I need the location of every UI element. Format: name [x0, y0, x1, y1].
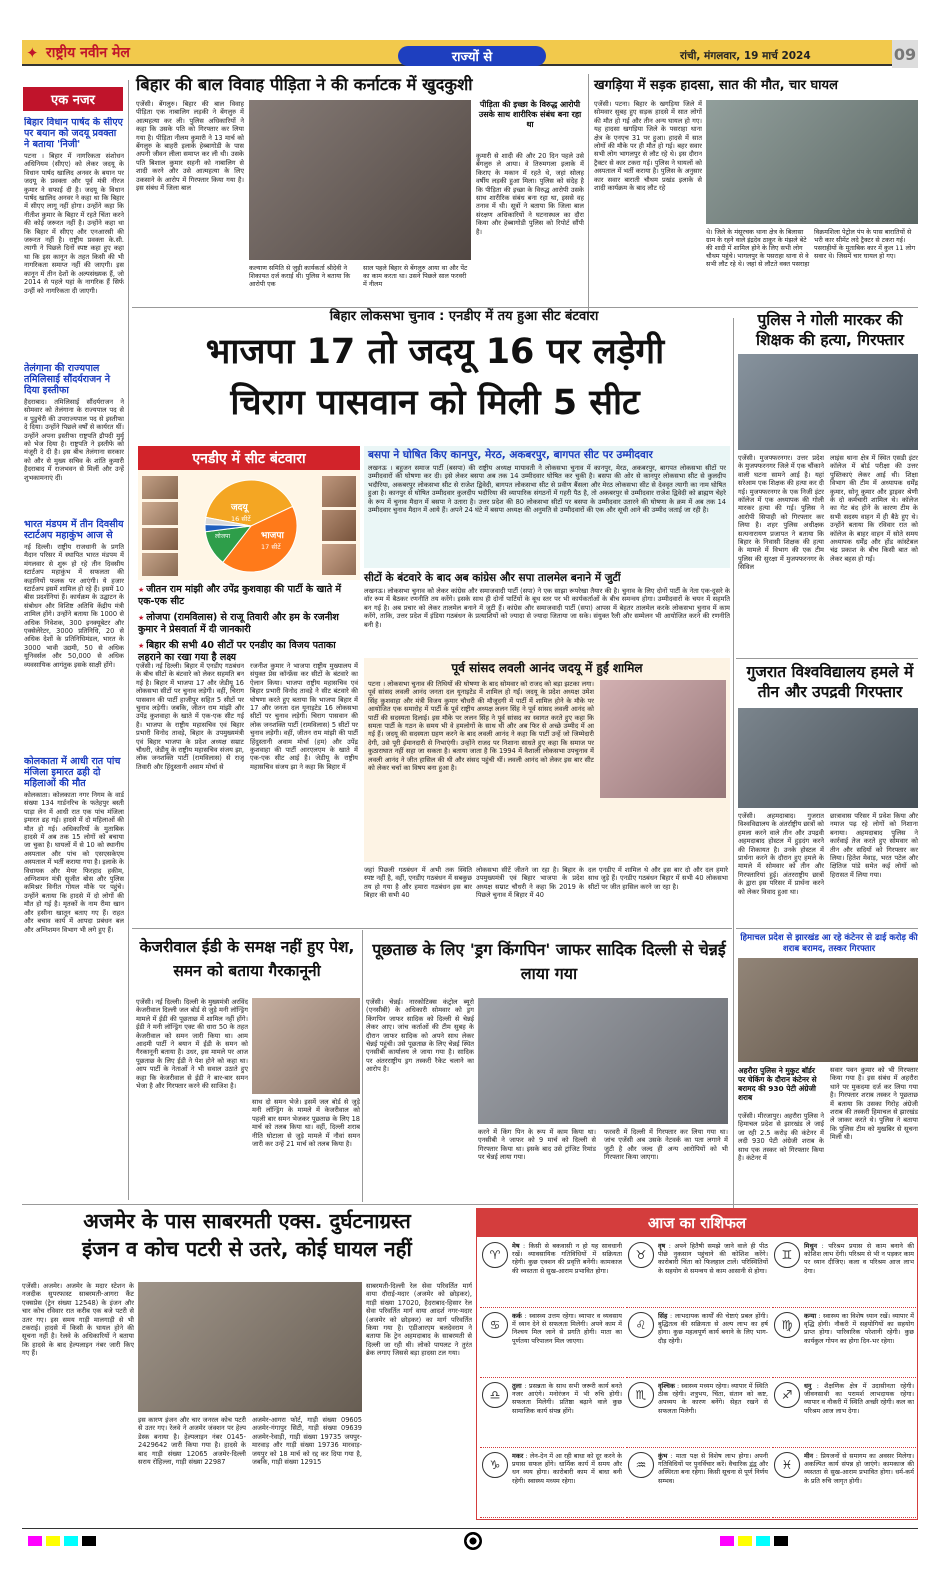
seat-graphic-title: एनडीए में सीट बंटवारा	[192, 450, 306, 467]
rashi-card: ♍ कन्या : स्वास्थ्य का विशेष ध्यान रखें। व्यापार में वृद्धि होगी। नौकरी में सहयोगियों का सहयोग प्राप्त होगा। पारिवारिक परेशानी रहेगी। कुछ कार्यकुल गोपन का होगा दिन-भर रहेगा।	[772, 1310, 916, 1378]
bsp-headline: बसपा ने घोषित किए कानपुर, मेरठ, अकबरपुर, बागपत सीट पर उम्मीदवार	[368, 449, 653, 461]
himachal-body-2: सवार पवन कुमार को भी गिरफ्तार किया गया है। इस संबंध में अहरौरा थाने पर मुकदमा दर्ज कर लिया गया है। गिरफ्तार शराब तस्कर ने पूछताछ में बताया कि उसका गिरोह अंग्रेजी शराब की तस्करी हिमाचल से झारखंड ले जाकर करते थे। पुलिस ने बताया कि पुलिस टीम को मुखबिर से सूचना मिली थी।	[830, 1066, 918, 1142]
sp-body: लखनऊ। लोकसभा चुनाव को लेकर कांग्रेस और समाजवादी पार्टी (सपा) ने एक साझा रूपरेखा तैयार की है। चुनाव के लिए दोनों पार्टी के नेता एक-दूसरे के वॉर रूम में बैठकर रणनीति तय करेंगे। इसके साथ ही दोनों पार्टियों के बूथ स्तर पर भी कार्यकर्ताओं के बीच समन्वय होगा। उम्मीदवारों के चयन में सहमति बन गई है। अब प्रचार को लेकर तालमेल बनाने में जुटी हैं। कांग्रेस और समाजवादी पार्टी (सपा) आपस में बेहतर तालमेल करके लोकसभा चुनाव में काम करेंगे, ताकि, उत्तर प्रदेश में इंडिया गठबंधन के प्रत्याशियों को ज्यादा से ज्यादा जिताया जा सके। संयुक्त रैली और सम्मेलन भी आयोजित करने की रणनीति बनी है।	[364, 587, 730, 629]
leader-photo-strip-right	[322, 476, 356, 576]
rashi-name: सिंह	[658, 1312, 668, 1320]
seats-body-4: लोकसभा सीटें जीतने जा रहा है। बिहार के उपमुख्यमंत्री एवं बिहार भाजपा के प्रदेश अध्यक्ष सम्राट चौधरी ने कहा कि 2019 के पिछले चुनाव में बिहार में 40	[476, 866, 584, 900]
teacher-headline: पुलिस ने गोली मारकर की शिक्षक की हत्या, गिरफ्तार	[756, 311, 904, 349]
sidebar-title	[23, 87, 123, 111]
rashi-text: परिश्रम प्रयास से काम बनाने की कोशिश लाभ देंगी। परिश्रम से भी न पड़कर काम पर ध्यान दीजिए। कला व परिश्रम आज लाभ देगा।	[804, 1242, 914, 1275]
rashi-text: शैक्षणिक क्षेत्र में उदासीनता रहेगी। जीवनसाथी का परामर्श लाभदायक रहेगा। व्यापार व नौकरी में स्थिति अच्छी रहेगी। कल का परिश्रम आज लाभ देगा।	[804, 1382, 914, 1415]
zodiac-icon: ♊	[774, 1242, 800, 1268]
middle-row-divider	[132, 928, 732, 929]
lovely-body: पटना । लोकसभा चुनाव की तिथियों की घोषणा के बाद सोमवार को राजद को बड़ा झटका लगा। पूर्व सांसद लवली आनंद जनता दल यूनाइटेड में शामिल हो गईं। जदयू के प्रदेश अध्यक्ष उमेश सिंह कुशवाहा और मंत्री विजय कुमार चौधरी की मौजूदगी में पार्टी में शामिल होने के मौके पर आयोजित एक समारोह में पार्टी के पूर्व राष्ट्रीय अध्यक्ष ललन सिंह ने पूर्व सांसद लवली आनंद को पार्टी की सदस्यता दिलाई। इस मौके पर ललन सिंह ने पूर्व सांसद का स्वागत करते हुए कहा कि समता पार्टी के गठन के समय भी वे हमलोगों के साथ थीं और अब फिर से अच्छे उम्मीद में आ गई हैं। जदयू की सदस्यता ग्रहण करने के बाद लवली आनंद ने कहा कि पार्टी उन्हें जो जिम्मेदारी देगी, उसे पूरी ईमानदारी से निभाएंगी। उन्होंने राजद पर निशाना साधते हुए कहा कि समाज पर कुठाराघात नहीं सहा जा सकता है। बताया जाता है कि 1994 में वैशाली लोकसभा उपचुनाव में लवली आनंद ने जीत हासिल की थी और संसद पहुंची थीं। लवली आनंद को लेकर इस बार सीट को लेकर चर्चा का विषय बना हुआ है।	[368, 680, 594, 773]
sidebar-headline-2: तेलंगाना की राज्यपाल तमिलिसाई सौंदर्यराजन ने दिया इस्तीफा	[24, 363, 110, 396]
seats-kicker: बिहार लोकसभा चुनाव : एनडीए में तय हुआ सीट बंटवारा	[329, 309, 599, 324]
rashifal-grid	[480, 1240, 916, 1518]
right-column-divider	[588, 74, 589, 318]
color-swatch	[82, 1536, 96, 1546]
ajmer-photo	[138, 1282, 362, 1412]
khagaria-headline: खगड़िया में सड़क हादसा, सात की मौत, चार घायल	[594, 78, 838, 93]
footer-rule	[22, 1528, 918, 1529]
rashi-card: ♓ मीन : प्रियजनों से समागम का अवसर मिलेगा। अकल्पित कार्य संपन्न हो जाएंगे। कामकाज की व्यस्तता से सुख-आराम प्रभावित होगा। धर्म-कर्म के प्रति रुचि जागृत होगी।	[772, 1450, 916, 1518]
zodiac-icon: ♌	[628, 1312, 654, 1338]
zodiac-icon: ♈	[482, 1242, 508, 1268]
leader-photo	[142, 476, 178, 499]
rashi-text: लेन-देन में आ रही बाधा को दूर करने के प्रयास सफल होंगे। धार्मिक कार्य में समय और धन व्यय होगा। कारोबारी काम में बाधा बनी रहेगी। स्वास्थ्य मध्यम रहेगा।	[512, 1452, 622, 1485]
zodiac-icon: ♎	[482, 1382, 508, 1408]
rashi-card: ♉ वृष : अपने हितैषी समझे जाने वाले ही पीठ पीछे नुकसान पहुंचाने की कोशिश करेंगे। कारोबारी चिंता को फिलहाल टालें। परिस्थितियों के सहयोग से समन्वय से काम आसानी से होगा।	[626, 1240, 770, 1308]
rashi-name: धनु	[804, 1382, 812, 1390]
section-pill	[398, 46, 546, 66]
khagaria-caption-right: विक्रमशिला पेट्रोल पंप के पास बारातियों से भरी कार सीमेंट लदे ट्रैक्टर से टकरा गई। पसराहीयों के मुताबिक कार में कुल 11 लोग सवार थे। जिसमें चार घायल हो गए।	[814, 228, 916, 260]
seats-body-5: दल एनडीए में शामिल थे और इस बार दो और दल हमारे साथ जुड़े हैं। एनडीए गठबंधन बिहार में सभी 40 लोकसभा सीटों पर जीत हासिल करने जा रहा है।	[588, 866, 728, 891]
rashi-card: ♒ कुंभ : माता पक्ष से विशेष लाभ होगा। अपनी गतिविधियों पर पुनर्विचार करें। वैचारिक द्वंद्व और अस्थिरता बना रहेगा। किसी सूचना से पूर्ण निर्णय सम्भव।	[626, 1450, 770, 1518]
rashi-name: वृश्चिक	[658, 1382, 675, 1390]
drug-headline: पूछताछ के लिए 'ड्रग किंगपिन' जाफर सादिक दिल्ली से चेन्नई लाया गया	[372, 940, 726, 983]
rashi-text: प्रियजनों से समागम का अवसर मिलेगा। अकल्पित कार्य संपन्न हो जाएंगे। कामकाज की व्यस्तता से सुख-आराम प्रभावित होगा। धर्म-कर्म के प्रति रुचि जागृत होगी।	[804, 1452, 914, 1485]
paper-name: राष्ट्रीय नवीन मेल	[46, 45, 130, 61]
pie-label-jdu: जदयू	[231, 503, 248, 513]
color-swatch	[64, 1536, 78, 1546]
seats-bullet-1	[138, 584, 360, 608]
sp-headline: सीटों के बंटवारे के बाद अब कांग्रेस और सपा तालमेल बनाने में जुटीं	[364, 572, 621, 584]
sidebar-body-4: कोलकाता। कोलकाता नगर निगम के वार्ड संख्या 134 गार्डनरिच के फतेहपुर बस्ती पाड़ा लेन में आधी रात एक पांच मंजिला इमारत ढह गई। हादसे में दो महिलाओं की मौत हो गई। अधिकारियों के मुताबिक हादसे में अब तक 15 लोगों को बचाया जा चुका है। घायलों में से 10 को स्थानीय अस्पताल और पांच को एसएसकेएम अस्पताल में भर्ती कराया गया है। इलाके के विधायक और मेयर फिरहाद हकीम, अग्निशमन मंत्री सुजीत बोस और पुलिस कमिश्नर विनीत गोयल मौके पर पहुंचे। उन्होंने बताया कि हादसे में दो लोगों की मौत हो गई है। मृतकों के नाम रीमा खान और हसीना खातून बताए गए हैं। राहत और बचाव कार्य में आपदा प्रबंधन बल और अग्निशमन विभाग भी लगे हुए हैं।	[24, 791, 124, 934]
gujarat-body-1: एजेंसी। अहमदाबाद। गुजरात विश्वविद्यालय के अंतर्राष्ट्रीय छात्रों को हमला करने वाले तीन और उपद्रवी अहमदाबाद होस्टल में हुड़दंग करने की शिकायत है। उनके होस्टल में प्रार्थना करने के दौरान हुए हमले के मामले में सोमवार को तीन और गिरफ्तारियां हुई। अंतरराष्ट्रीय छात्रों के द्वारा इस परिसर में प्रार्थना करने को लेकर विवाद हुआ था।	[738, 812, 824, 896]
kejriwal-body-2: साथ दो समन भेजे। इसमें जल बोर्ड से जुड़े मनी लॉन्ड्रिंग के मामले में केजरीवाल को पहली बार समन भेजकर पूछताछ के लिए 18 मार्च को तलब किया था। वहीं, दिल्ली शराब नीति घोटाला से जुड़े मामले में नौवां समन जारी कर उन्हें 21 मार्च को तलब किया है।	[252, 1098, 360, 1149]
sidebar-body-3: नई दिल्ली। राष्ट्रीय राजधानी के प्रगति मैदान परिसर में स्थापित भारत मंडपम में मंगलवार से शुरू हो रहे तीन दिवसीय स्टार्टअप महाकुंभ में सफलता की कहानियों फलक पर आएंगी। ये हजार स्टार्टअप इसमें शामिल हो रहे हैं। इसमें 10 बीस प्रदर्शनियां हैं। कार्यक्रम के उद्घाटन के संबोधन और विशिष्ट अतिथि केंद्रीय मंत्री शामिल होंगे। उन्होंने बताया कि 1000 से अधिक निवेशक, 300 इनक्यूबेटर और एक्सेलेरेटर, 3000 प्रतिनिधि, 20 से अधिक देशों के प्रतिनिधिमंडल, भारत के 3000 भावी उद्यमी, 50 से अधिक यूनिवर्सल और 50,000 से अधिक व्यवसायिक आगंतुक इसके साक्षी होंगे।	[24, 543, 124, 669]
kejriwal-body-1: एजेंसी। नई दिल्ली। दिल्ली के मुख्यमंत्री अरविंद केजरीवाल दिल्ली जल बोर्ड से जुड़े मनी लॉन्ड्रिंग मामले में ईडी की पूछताछ में शामिल नहीं होंगे। ईडी ने मनी लॉन्ड्रिंग एक्ट की धारा 50 के तहत केजरीवाल को समन जारी किया था। आम आदमी पार्टी ने बयान में ईडी के समन को गैरकानूनी बताया है। उधर, इस मामले पर आज पूछताछ के लिए ईडी ने पेश होने को कहा था। आप पार्टी के नेताओं ने भी सवाल उठाते हुए कहा कि केजरीवाल से ईडी ने बार-बार समन भेजा है और गिरफ्तार करने की साजिश है।	[136, 998, 248, 1091]
rashi-name: कर्क	[512, 1312, 522, 1320]
rashifal-header	[477, 1209, 917, 1237]
color-swatch	[720, 1536, 734, 1546]
zodiac-icon: ♏	[628, 1382, 654, 1408]
color-swatch	[774, 1536, 788, 1546]
registration-mark	[464, 1532, 482, 1550]
rashi-text: स्वास्थ्य का विशेष ध्यान रखें। व्यापार में वृद्धि होगी। नौकरी में सहयोगियों का सहयोग प्राप्त होगा। पारिवारिक परेशानी रहेगी। कुछ कार्यकुल गोपन का होगा दिन-भर रहेगा।	[804, 1312, 914, 1345]
himachal-divider	[736, 928, 918, 929]
gujarat-headline: गुजरात विश्वविद्यालय हमले में तीन और उपद्रवी गिरफ्तार	[746, 663, 914, 701]
rashi-text: प्रसन्नता के साथ सभी जरूरी कार्य बनते नजर आएंगे। मनोरंजन में भी रुचि होगी। सफलता मिलेगी। प्रतिष्ठा बढ़ाने वाले कुछ सामाजिक कार्य संपन्न होंगे।	[512, 1382, 622, 1415]
page-number	[892, 40, 918, 68]
footer-color-bar-right	[720, 1536, 788, 1546]
seats-headline-1: भाजपा 17 तो जदयू 16 पर लड़ेगी	[205, 332, 665, 372]
rashi-name: तुला	[512, 1382, 522, 1390]
rashi-name: कुंभ	[658, 1452, 668, 1460]
rashi-card: ♐ धनु : शैक्षणिक क्षेत्र में उदासीनता रहेगी। जीवनसाथी का परामर्श लाभदायक रहेगा। व्यापार व नौकरी में स्थिति अच्छी रहेगी। कल का परिश्रम आज लाभ देगा।	[772, 1380, 916, 1448]
leader-photo	[142, 553, 178, 576]
rashi-card: ♈ मेष : किसी से बकवासी न हो यह सावधानी रखें। व्यावसायिक गतिविधियों में सक्रियता रहेगी। कुछ एक्शन की प्रवृत्ति बनेंगी। कामकाज की व्यस्तता से सुख-आराम प्रभावित होगा।	[480, 1240, 624, 1308]
dateline: रांची, मंगलवार, 19 मार्च 2024	[680, 50, 811, 62]
rashi-text: अपने हितैषी समझे जाने वाले ही पीठ पीछे नुकसान पहुंचाने की कोशिश करेंगे। कारोबारी चिंता को फिलहाल टालें। परिस्थितियों के सहयोग से समन्वय से काम आसानी से होगा।	[658, 1242, 768, 1275]
teacher-body-2: लाइंस थाना क्षेत्र में स्थित एसडी इंटर कॉलेज में बोर्ड परीक्षा की उत्तर पुस्तिकाएं लेकर आई थी। शिक्षा विभाग की टीम में अध्यापक धर्मेंद्र कुमार, सोनू कुमार और ड्राइवर श्रेणी के दो कर्मचारी शामिल थे। कॉलेज का गेट बंद होने के कारण टीम के सभी सदस्य वाहन में ही बैठे हुए थे। उन्होंने बताया कि रविवार रात को कॉलेज के बाहर वाहन में सोते समय अध्यापक धर्मेंद्र और होंड कांस्टेबल चंद्र प्रकाश के बीच किसी बात को लेकर बहस हो गई।	[830, 454, 918, 563]
kejriwal-headline: केजरीवाल ईडी के समक्ष नहीं हुए पेश, समन को बताया गैरकानूनी	[139, 938, 355, 980]
leader-photo	[322, 510, 356, 541]
leader-photo	[142, 502, 178, 525]
sidebar-body-1: पटना । बिहार में नागरिकता संशोधन अधिनियम (सीएए) को लेकर जदयू के विधान पार्षद खालिद अनवर के बयान पर जदयू के प्रवक्ता और पूर्व मंत्री नीरज कुमार ने सफाई दी है। जदयू के विधान पार्षद खालिद अनवर ने कहा था कि बिहार में सीएए लागू नहीं होगा। उन्होंने कहा कि नीतीश कुमार के बिहार में रहते चिंता करने की कोई जरूरत नहीं है। उन्होंने कहा था कि बिहार में सीएए और एनआरसी की जरूरत नहीं है। राष्ट्रीय प्रवक्ता के.सी. त्यागी ने पिछले दिनों स्पष्ट कहा हुए कहा था कि इस कानून के तहत किसी की भी नागरिकता समाप्त नहीं की जाएगी। इस कानून में तीन देशों के अल्पसंख्यक हैं, जो 2014 से पहले यहां के नागरिक हैं सिर्फ उन्हीं को नागरिकता दी जाएगी।	[24, 152, 124, 295]
bottom-row-divider	[22, 1204, 918, 1205]
lovely-headline: पूर्व सांसद लवली आनंद जदयू में हुईं शामिल	[451, 661, 643, 675]
color-swatch	[28, 1536, 42, 1546]
ajmer-headline-2: इंजन व कोच पटरी से उतरे, कोई घायल नहीं	[82, 1237, 412, 1261]
leader-photo	[322, 544, 356, 575]
rashi-name: मकर	[512, 1452, 524, 1460]
seats-body-2: रजनीश कुमार ने भाजपा राष्ट्रीय मुख्यालय में संयुक्त प्रेस कॉन्फ्रेंस कर सीटों के बंटवारे का ऐलान किया। भाजपा राष्ट्रीय महासचिव एवं बिहार प्रभारी विनोद तावड़े ने सीट बंटवारे की घोषणा करते हुए बताया कि भाजपा बिहार में 17 और जनता दल यूनाइटेड 16 लोकसभा सीटों पर चुनाव लड़ेगी। चिराग पासवान की लोक जनशक्ति पार्टी (रामविलास) 5 सीटों पर चुनाव लड़ेगी। वहीं, जीतन राम मांझी की पार्टी हिंदुस्तानी अवाम मोर्चा (हम) और उपेंद्र कुशवाहा की पार्टी आरएलएम के खाते में एक-एक सीट आई है। जेडीयू के राष्ट्रीय महासचिव संजय झा ने कहा कि बिहार में	[250, 662, 358, 771]
gujarat-divider	[736, 658, 918, 659]
seats-bullet-3-text: बिहार की सभी 40 सीटों पर एनडीए का विजय पताका लहराने का रखा गया है लक्ष्य	[138, 640, 336, 663]
zodiac-icon: ♍	[774, 1312, 800, 1338]
seats-body-3: जहां पिछली गठबंधन में अभी तक स्थिति स्पष्ट नहीं है, वहीं, एनडीए गठबंधन में सबकुछ तय हो गया है और हमारा गठबंधन इस बार बिहार की सभी 40	[364, 866, 472, 900]
seat-share-pie	[185, 474, 317, 578]
zodiac-icon: ♓	[774, 1452, 800, 1478]
leader-photo	[322, 476, 356, 507]
rashi-name: कन्या	[804, 1312, 817, 1320]
rashi-text: किसी से बकवासी न हो यह सावधानी रखें। व्यावसायिक गतिविधियों में सक्रियता रहेगी। कुछ एक्शन की प्रवृत्ति बनेंगी। कामकाज की व्यस्तता से सुख-आराम प्रभावित होगा।	[512, 1242, 622, 1275]
drug-body-2: करने में किंग पिन के रूप में काम किया था। एनसीबी ने जाफर को 9 मार्च को दिल्ली से गिरफ्तार किया था। इसके बाद उसे ट्रांजिट रिमांड पर चेन्नई लाया गया।	[478, 1128, 596, 1162]
top-row-divider	[132, 307, 918, 308]
rashi-text: माता पक्ष से विशेष लाभ होगा। अपनी गतिविधियों पर पुनर्विचार करें। वैचारिक द्वंद्व और अस्थिरता बना रहेगा। किसी सूचना से पूर्ण निर्णय सम्भव।	[658, 1452, 768, 1485]
sidebar-headline-4: कोलकाता में आधी रात पांच मंजिला इमारत ढही दो महिलाओं की मौत	[24, 756, 121, 789]
drug-photo	[478, 998, 728, 1124]
ajmer-body-2: अजमेर-आगरा फोर्ट, गाड़ी संख्या 09605 अजमेर-गंगापुर सिटी, गाड़ी संख्या 09639 अजमेर-रेवाड़ी, गाड़ी संख्या 19735 जयपुर-मारवाड़ और गाड़ी संख्या 19736 मारवाड़-जयपुर को 18 मार्च को रद्द कर दिया गया है, जबकि, गाड़ी संख्या 12915	[252, 1416, 362, 1467]
pie-value-jdu: 16 सीटें	[231, 515, 251, 523]
color-swatch	[756, 1536, 770, 1546]
rashi-text: लाभदायक कार्यों की चेष्टाएं प्रबल होंगी। बुद्धितत्व की सक्रियता से अल्प लाभ का हर्ष होगा। कुछ महत्वपूर्ण कार्य बनाने के लिए भाग-दौड़ रहेगी।	[658, 1312, 768, 1345]
seats-headline-2: चिराग पासवान को मिली 5 सीट	[230, 383, 640, 423]
color-swatch	[46, 1536, 60, 1546]
rashi-text: स्वास्थ्य उत्तम रहेगा। व्यापार व व्यवसाय में ध्यान देने से सफलता मिलेगी। अपने काम में निश्चय मिल जाने से प्रगति होगी। माता का पूर्णतया परिपालन मिल जाएगा।	[512, 1312, 622, 1345]
suicide-pullquote: पीड़िता की इच्छा के विरुद्ध आरोपी उसके साथ शारीरिक संबंध बना रहा था	[478, 100, 582, 129]
sidebar-headline-3: भारत मंडपम में तीन दिवसीय स्टार्टअप महाकुंभ आज से	[24, 519, 124, 541]
bsp-body: लखनऊ । बहुजन समाज पार्टी (बसपा) की राष्ट्रीय अध्यक्ष मायावती ने लोकसभा चुनाव में कानपुर, मेरठ, अकबरपुर, बागपत लोकसभा सीटों पर उम्मीदवारों की घोषणा कर दी। इसे लेकर बसपा अब तक 14 उम्मीदवार घोषित कर चुकी है। बसपा की ओर से कानपुर लोकसभा सीट से कुलदीप भदौरिया, अकबरपुर लोकसभा सीट से राजेश द्विवेदी, बागपत लोकसभा सीट से प्रवीण बैंसला और मेरठ लोकसभा सीट से देववृत त्यागी का नाम घोषित हुआ है। कानपुर से घोषित उम्मीदवार कुलदीप भदौरिया की व्यापारिक संगठनों में गहरी पैठ है, तो अकबरपुर से उम्मीदवार राजेश द्विवेदी को ब्राह्मण चेहरे के रूप में चुनाव मैदान में बसपा ने उतारा है। उत्तर प्रदेश की 80 लोकसभा सीटों पर बसपा के उम्मीदवार उतारने की घोषणा के क्रम में अब तक 14 उम्मीदवार चुनाव मैदान में आये हैं। अपने 24 घंटे में बसपा अध्यक्ष की अनुमति से उम्मीदवारों की एक और सूची आने की उम्मीद जताई जा रही है।	[368, 464, 726, 515]
teacher-body-1: एजेंसी। मुजफ्फरनगर। उत्तर प्रदेश के मुजफ्फरनगर जिले में एक चौंकाने वाली घटना सामने आई है। यहां सरेआम एक शिक्षक की हत्या कर दी गई। मुजफ्फरनगर के एक निजी इंटर कॉलेज में एक अध्यापक की गोली मारकर हत्या की गई। पुलिस ने आरोपी सिपाही को गिरफ्तार कर लिया है। शहर पुलिस अधीक्षक सत्यनारायण प्रजापत ने बताया कि बिहार के निवासी शिक्षक की हत्या के मामले में विभाग की एक टीम पुलिस की सुरक्षा में मुजफ्फरनगर के सिविल	[738, 454, 824, 572]
seats-bullet-1-text: जीतन राम मांझी और उपेंद्र कुशवाहा की पार्टी के खाते में एक-एक सीट	[138, 584, 342, 607]
himachal-caption-headline: अहरौरा पुलिस ने मुकुट बॉर्डर पर चेकिंग के दौरान कंटेनर से बरामद की 930 पेटी अंग्रेजी शराब	[738, 1066, 817, 1102]
rashi-card: ♎ तुला : प्रसन्नता के साथ सभी जरूरी कार्य बनते नजर आएंगे। मनोरंजन में भी रुचि होगी। सफलता मिलेगी। प्रतिष्ठा बढ़ाने वाले कुछ सामाजिक कार्य संपन्न होंगे।	[480, 1380, 624, 1448]
leader-photo-strip-left	[142, 476, 178, 576]
sidebar-column	[24, 117, 124, 1197]
kejriwal-drug-divider	[362, 930, 363, 1202]
pie-value-bjp: 17 सीटें	[261, 543, 281, 551]
zodiac-icon: ♉	[628, 1242, 654, 1268]
zodiac-icon: ♒	[628, 1452, 654, 1478]
kejriwal-photo	[252, 998, 360, 1094]
ajmer-headline-1: अजमेर के पास साबरमती एक्स. दुर्घटनाग्रस्त	[83, 1209, 411, 1233]
sidebar-headline-1: बिहार विधान पार्षद के सीएए पर बयान को जदयू प्रवक्ता ने बताया 'निजी'	[24, 117, 123, 150]
sidebar-title-text: एक नजर	[51, 93, 95, 108]
seats-bullet-2	[138, 612, 360, 636]
seat-graphic-header	[138, 446, 360, 470]
rashi-card: ♑ मकर : लेन-देन में आ रही बाधा को दूर करने के प्रयास सफल होंगे। धार्मिक कार्य में समय और धन व्यय होगा। कारोबारी काम में बाधा बनी रहेगी। स्वास्थ्य मध्यम रहेगा।	[480, 1450, 624, 1518]
masthead-bird-icon: ✦	[26, 44, 39, 62]
section-name: राज्यों से	[451, 50, 493, 65]
suicide-photo	[249, 100, 471, 260]
rashi-name: मीन	[804, 1452, 814, 1460]
drug-body-3: फरवरी में दिल्ली में गिरफ्तार कर लिया गया था। जांच एजेंसी अब उसके नेटवर्क का पता लगाने में जुटी है और जल्द ही अन्य आरोपियों को भी गिरफ्तार किया जाएगा।	[604, 1128, 728, 1162]
footer-color-bar-left	[28, 1536, 96, 1546]
rashi-card: ♌ सिंह : लाभदायक कार्यों की चेष्टाएं प्रबल होंगी। बुद्धितत्व की सक्रियता से अल्प लाभ का हर्ष होगा। कुछ महत्वपूर्ण कार्य बनाने के लिए भाग-दौड़ रहेगी।	[626, 1310, 770, 1378]
zodiac-icon: ♋	[482, 1312, 508, 1338]
suicide-caption-1: कल्याण समिति से जुड़ी कार्यकर्ता श्रीदेवी ने शिकायत दर्ज कराई थी। पुलिस ने बताया कि आरोपी एक	[249, 264, 351, 288]
rashi-name: वृष	[658, 1242, 666, 1250]
seats-bullets	[138, 584, 360, 664]
suicide-body-1: एजेंसी। बेंगलुरु। बिहार की बाल विवाह पीड़िता एक नाबालिग लड़की ने बेंगलुरु में आत्महत्या कर ली। पुलिस अधिकारियों ने कहा कि उसके पति को गिरफ्तार कर लिया गया है। पीड़िता नीलम कुमारी ने 13 मार्च को बेंगलुरु के बाहरी इलाके हेब्बागोडी के पास अपनी जीवन लीला समाप्त कर ली थी। उसके पति बिशाल कुमार सहनी को नाबालिग से शादी करने और उसे आत्महत्या के लिए उकसाने के आरोप में गिरफ्तार किया गया है। इस संबंध में जिला बाल	[136, 100, 244, 193]
seats-bullet-2-text: लोजपा (रामविलास) से राजू तिवारी और हम के रजनीश कुमार ने प्रेसवार्ता में दी जानकारी	[138, 612, 339, 635]
seats-bullet-3	[138, 640, 360, 664]
rashi-text: स्वास्थ्य मध्यम रहेगा। व्यापार में स्थिति ठीक रहेगी। शत्रुभय, चिंता, संतान को कष्ट, अपव्यय के कारण बनेंगे। सेहत रखने से सफलता मिलेगी।	[658, 1382, 768, 1415]
himachal-headline: हिमाचल प्रदेश से झारखंड आ रहे कंटेनर से ढाई करोड़ की शराब बरामद, तस्कर गिरफ्तार	[740, 933, 918, 954]
rashi-card: ♋ कर्क : स्वास्थ्य उत्तम रहेगा। व्यापार व व्यवसाय में ध्यान देने से सफलता मिलेगी। अपने काम में निश्चय मिल जाने से प्रगति होगी। माता का पूर्णतया परिपालन मिल जाएगा।	[480, 1310, 624, 1378]
rashifal-title: आज का राशिफल	[647, 1214, 747, 1232]
himachal-body-1: एजेंसी। मीरजापुर। अहरौरा पुलिस ने हिमाचल प्रदेश से झारखंड ले जाई जा रही 2.5 करोड़ की कंटेनर में लदी 930 पेटी अंग्रेजी शराब के साथ एक तस्कर को गिरफ्तार किया है। कंटेनर में	[738, 1112, 824, 1163]
sidebar-divider	[128, 80, 129, 1200]
zodiac-icon: ♐	[774, 1382, 800, 1408]
gujarat-photo	[738, 708, 918, 808]
khagaria-caption-left: थे। जिले के मंसूरचक थाना क्षेत्र के बिलासा ग्राम के रहने वाले इंद्रदेव ठाकुर के मंझले बेटे की शादी में शामिल होने के लिए सभी लोग चौथम पहुंचे। भागलपुर के पसराहा थाना से वे सभी लौट रहे थे। जहां से लौटते वक्त पसराहा	[706, 228, 810, 268]
rashi-card: ♊ मिथुन : परिश्रम प्रयास से काम बनाने की कोशिश लाभ देंगी। परिश्रम से भी न पड़कर काम पर ध्यान दीजिए। कला व परिश्रम आज लाभ देगा।	[772, 1240, 916, 1308]
suicide-caption-2: साल पहले बिहार से बेंगलुरु आया था और पेंट का काम करता था। उसने पिछले साल फरवरी में नीलम	[363, 264, 468, 288]
sidebar-body-2: हैदराबाद। तमिलिसाई सौंदर्यराजन ने सोमवार को तेलंगाना के राज्यपाल पद से व पुडुचेरी की उपराज्यपाल पद से इस्तीफा दे दिया। उन्होंने पिछले वर्षों से कार्यरत थीं। उन्होंने अपना इस्तीफा राष्ट्रपति द्रौपदी मुर्मू को भेज दिया है। राष्ट्रपति ने इस्तीफे को मंजूरी दे दी है। इस बीच तेलंगाना सरकार को और से मुख्य सचिव के शांति कुमारी हैदराबाद में राजभवन से मिलीं और उन्हें शुभकामनाएं दीं।	[24, 398, 124, 482]
seats-body-1: एजेंसी। नई दिल्ली। बिहार में एनडीए गठबंधन के बीच सीटों के बंटवारे को लेकर सहमति बन गई है। बिहार में भाजपा 17 और जेडीयू 16 लोकसभा सीटों पर चुनाव लड़ेगी। वहीं, चिराग पासवान की पार्टी हाजीपुर सहित 5 सीटों पर चुनाव लड़ेगी। जबकि, जीतन राम मांझी और उपेंद्र कुशवाहा के खाते में एक-एक सीट गई है। भाजपा के राष्ट्रीय महासचिव एवं बिहार प्रभारी विनोद तावड़े, बिहार के उपमुख्यमंत्री एवं बिहार भाजपा के प्रदेश अध्यक्ष सम्राट चौधरी, जेडीयू के राष्ट्रीय महासचिव संजय झा, लोक जनशक्ति पार्टी (रामविलास) से राजू तिवारी और हिंदुस्तानी अवाम मोर्चा से	[136, 662, 244, 771]
ajmer-body-3: साबरमती-दिल्ली रेल सेवा परिवर्तित मार्ग वाया दौराई-मदार (अजमेर को छोड़कर), गाड़ी संख्या 17020, हैदराबाद-हिसार रेल सेवा परिवर्तित मार्ग वाया आदर्श नगर-मदार (अजमेर को छोड़कर) का मार्ग परिवर्तित किया गया है। एडीआरएम बलदेवराम ने बताया कि ट्रेन अहमदाबाद के साबरमती से दिल्ली जा रही थी। लोको पायलट ने तुरंत ब्रेक लगाए जिससे बड़ा हादसा टल गया।	[366, 1282, 472, 1358]
lovely-photo	[600, 680, 726, 798]
leader-photo	[142, 528, 178, 551]
rashi-card: ♏ वृश्चिक : स्वास्थ्य मध्यम रहेगा। व्यापार में स्थिति ठीक रहेगी। शत्रुभय, चिंता, संतान को कष्ट, अपव्यय के कारण बनेंगे। सेहत रखने से सफलता मिलेगी।	[626, 1380, 770, 1448]
ajmer-body-1: एजेंसी। अजमेर। अजमेर के मदार स्टेशन के नजदीक सुपरफास्ट साबरमती-आगरा कैंट एक्सप्रेस (ट्रेन संख्या 12548) के इंजन और चार कोच रविवार रात करीब एक बजे पटरी से उतर गए। इस समय गाड़ी मालगाड़ी से भी टकराई। हादसे में किसी के घायल होने की सूचना नहीं है। रेलवे के अधिकारियों ने बताया कि हादसे के बाद हेल्पलाइन नंबर जारी किए गए हैं।	[22, 1282, 134, 1358]
khagaria-body: एजेंसी। पटना। बिहार के खगड़िया जिले में सोमवार सुबह हुए सड़क हादसे में सात लोगों की मौत हो गई और तीन अन्य घायल हो गए। यह हादसा खगड़िया जिले के पसराहा थाना क्षेत्र के एनएच 31 पर हुआ। हादसे में सात लोगों की मौके पर ही मौत हो गई। बहर सवार सभी लोग भागलपुर से लौट रहे थे। इस दौरान ट्रैक्टर से कार टकरा गई। पुलिस ने घायलों को अस्पताल में भर्ती कराया है। पुलिस के अनुसार कार सवार बाराती चौथम प्रखंड इलाके से शादी कार्यक्रम के बाद लौट रहे	[594, 100, 702, 193]
suicide-headline: बिहार की बाल विवाह पीड़िता ने की कर्नाटक में खुदकुशी	[136, 75, 473, 94]
drug-body-1: एजेंसी। चेन्नई। नारकोटिक्स कंट्रोल ब्यूरो (एनसीबी) के अधिकारी सोमवार को ड्रग किंगपिन जाफर सादिक को दिल्ली से चेन्नई लेकर आए। जांच कर्ताओं की टीम सुबह के दौरान जाफर सादिक को अपने साथ लेकर चेन्नई पहुंची। उसे पूछताछ के लिए चेन्नई स्थित एनसीबी कार्यालय ले जाया गया है। सादिक पर अंतरराष्ट्रीय ड्रग तस्करी रैकेट चलाने का आरोप है।	[366, 998, 474, 1074]
color-swatch	[738, 1536, 752, 1546]
rashi-name: मेष	[512, 1242, 520, 1250]
right-column-divider-2	[733, 318, 734, 1218]
himachal-photo	[738, 958, 918, 1062]
khagaria-photo	[706, 100, 918, 224]
gujarat-body-2: छात्रावास परिसर में प्रवेश किया और नमाज पढ़ रहे लोगों को निशाना बनाया। अहमदाबाद पुलिस ने कार्रवाई तेज करते हुए सोमवार को तीन और सदियों को गिरफ्तार कर लिया। हितेश मेवाड़, भरत पटेल और क्षितिज पांडे समेत कई लोगों को हिरासत में लिया गया।	[830, 812, 918, 879]
ajmer-caption: इस कारण इंजन और चार जनरल कोच पटरी से उतर गए। रेलवे ने अजमेर जंक्शन पर हेल्प डेस्क बनाया है। हेल्पलाइन नंबर 0145-2429642 जारी किया गया है। हादसे के बाद गाड़ी संख्या 12065 अजमेर-दिल्ली सराय रोहिल्ला, गाड़ी संख्या 22987	[138, 1416, 246, 1467]
page-number-value: 09	[893, 44, 917, 64]
suicide-body-2: कुमारी से शादी की और 20 दिन पहले उसे बेंगलुरु ले आया। वे तिरुमगला इलाके में किराए के मकान में रहते थे, जहां सोलह वर्षीय लड़की हुआ मिला। पुलिस को संदेह है कि पीड़िता की इच्छा के विरुद्ध आरोपी उसके साथ शारीरिक संबंध बना रहा था, इससे वह तनाव में थी। सूत्रों ने बताया कि जिला बाल संरक्षण अधिकारियों ने घटनास्थल का दौरा किया और हेब्बागोडी पुलिस को रिपोर्ट सौंपी है।	[476, 152, 584, 236]
pie-label-bjp: भाजपा	[261, 531, 284, 541]
rashi-name: मिथुन	[804, 1242, 818, 1250]
teacher-photo	[738, 354, 918, 450]
pie-label-ljp: लोजपा	[215, 533, 231, 540]
zodiac-icon: ♑	[482, 1452, 508, 1478]
